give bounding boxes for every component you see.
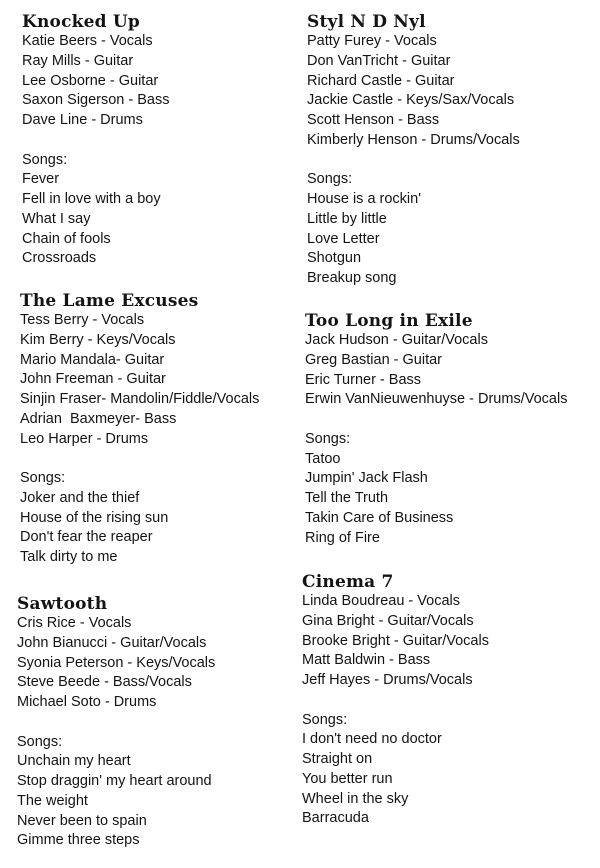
- member-line: Gina Bright - Guitar/Vocals: [302, 612, 474, 629]
- song-line: House is a rockin': [307, 191, 421, 207]
- song-line: Ring of Fire: [305, 529, 380, 546]
- band-too-long-in-exile: [305, 311, 567, 548]
- band-cinema-7: [302, 572, 489, 829]
- song-line: Breakup song: [307, 270, 397, 286]
- song-line: Stop draggin' my heart around: [17, 773, 212, 789]
- member-line: Don VanTricht - Guitar: [307, 52, 451, 69]
- song-line: Barracuda: [302, 810, 369, 827]
- member-line: Scott Henson - Bass: [307, 112, 440, 128]
- song-line: Tell the Truth: [305, 490, 389, 506]
- member-line: John Freeman - Guitar: [20, 371, 166, 388]
- member-line: Jack Hudson - Guitar/Vocals: [305, 332, 488, 348]
- song-line: Fell in love with a boy: [22, 191, 161, 207]
- member-line: Ray Mills - Guitar: [22, 52, 134, 69]
- song-line: Jumpin' Jack Flash: [305, 470, 428, 487]
- member-line: John Bianucci - Guitar/Vocals: [17, 634, 207, 651]
- member-line: Matt Baldwin - Bass: [302, 652, 431, 669]
- song-line: Talk dirty to me: [20, 549, 118, 565]
- song-line: Straight on: [302, 751, 373, 767]
- member-line: Cris Rice - Vocals: [17, 615, 132, 631]
- member-line: Leo Harper - Drums: [20, 430, 149, 447]
- band-name: Styl N D Nyl: [307, 12, 426, 32]
- song-line: House of the rising sun: [20, 509, 169, 526]
- songs-label: Songs:: [22, 151, 68, 168]
- song-line: What I say: [22, 210, 91, 227]
- song-line: Fever: [22, 171, 60, 188]
- song-line: Gimme three steps: [17, 832, 140, 849]
- song-line: Tatoo: [305, 450, 341, 467]
- band-styl-n-d-nyl: [307, 12, 520, 289]
- song-line: Never been to spain: [17, 812, 147, 829]
- song-line: Takin Care of Business: [305, 509, 454, 526]
- band-name: Sawtooth: [17, 594, 108, 614]
- member-line: Kim Berry - Keys/Vocals: [20, 331, 176, 348]
- song-line: Chain of fools: [22, 230, 111, 247]
- song-line: Don't fear the reaper: [20, 529, 153, 546]
- songs-label: Songs:: [302, 711, 348, 728]
- member-line: Patty Furey - Vocals: [307, 33, 437, 49]
- band-name: Too Long in Exile: [305, 311, 473, 331]
- songs-label: Songs:: [307, 171, 353, 188]
- band-name: The Lame Excuses: [20, 291, 199, 311]
- member-line: Kimberly Henson - Drums/Vocals: [307, 131, 520, 148]
- band-name: Cinema 7: [302, 572, 394, 592]
- member-line: Erwin VanNieuwenhuyse - Drums/Vocals: [305, 391, 568, 408]
- member-line: Saxon Sigerson - Bass: [22, 92, 170, 109]
- song-line: Love Letter: [307, 230, 380, 247]
- member-line: Jeff Hayes - Drums/Vocals: [302, 672, 473, 688]
- member-line: Steve Beede - Bass/Vocals: [17, 674, 192, 691]
- member-line: Eric Turner - Bass: [305, 371, 422, 388]
- song-line: Crossroads: [22, 250, 97, 267]
- member-line: Tess Berry - Vocals: [20, 312, 145, 328]
- member-line: Sinjin Fraser- Mandolin/Fiddle/Vocals: [20, 391, 260, 407]
- member-line: Michael Soto - Drums: [17, 694, 157, 710]
- song-line: Joker and the thief: [20, 489, 140, 506]
- member-line: Greg Bastian - Guitar: [305, 351, 442, 368]
- band-sawtooth: [17, 594, 215, 851]
- song-line: Unchain my heart: [17, 753, 131, 770]
- member-line: Jackie Castle - Keys/Sax/Vocals: [307, 92, 515, 109]
- band-the-lame-excuses: [20, 291, 259, 568]
- song-line: Little by little: [307, 210, 387, 227]
- songs-label: Songs:: [20, 470, 66, 486]
- member-line: Syonia Peterson - Keys/Vocals: [17, 654, 216, 671]
- song-line: I don't need no doctor: [302, 731, 442, 748]
- songs-label: Songs:: [17, 733, 63, 750]
- band-knocked-up: [22, 12, 170, 269]
- song-line: You better run: [302, 770, 393, 787]
- member-line: Richard Castle - Guitar: [307, 72, 455, 89]
- member-line: Katie Beers - Vocals: [22, 33, 153, 49]
- member-line: Linda Boudreau - Vocals: [302, 593, 460, 609]
- member-line: Brooke Bright - Guitar/Vocals: [302, 632, 489, 649]
- member-line: Adrian Baxmeyer- Bass: [20, 410, 177, 427]
- song-line: The weight: [17, 792, 88, 809]
- songs-label: Songs:: [305, 430, 351, 447]
- band-name: Knocked Up: [22, 12, 140, 32]
- song-line: Wheel in the sky: [302, 790, 409, 807]
- member-line: Dave Line - Drums: [22, 112, 143, 128]
- member-line: Lee Osborne - Guitar: [22, 72, 159, 89]
- member-line: Mario Mandala- Guitar: [20, 351, 165, 368]
- song-line: Shotgun: [307, 250, 362, 267]
